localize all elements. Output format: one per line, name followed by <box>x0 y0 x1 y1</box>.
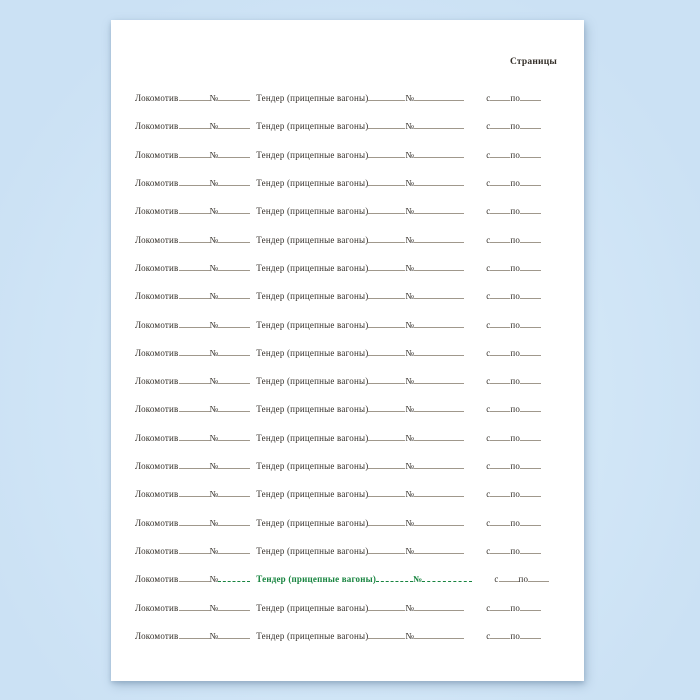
tender-number-sign: № <box>405 602 415 613</box>
to-page-blank <box>528 577 549 582</box>
locomotive-label: Локомотив <box>135 149 179 160</box>
tender-number-sign: № <box>405 630 415 641</box>
tender-number-sign: № <box>405 404 415 415</box>
document-page <box>111 20 584 681</box>
locomotive-name-blank <box>179 124 210 129</box>
tender-number-blank <box>414 351 464 356</box>
tender-label: Тендер (прицепные вагоны) <box>256 432 369 443</box>
tender-name-blank <box>368 181 405 186</box>
tender-label: Тендер (прицепные вагоны) <box>256 489 369 500</box>
locomotive-label: Локомотив <box>135 206 179 217</box>
from-page-blank <box>490 521 510 526</box>
locomotive-number-sign: № <box>209 602 219 613</box>
from-label: с <box>486 630 491 641</box>
tender-number-sign: № <box>405 461 415 472</box>
tender-number-blank <box>414 549 464 554</box>
from-label: с <box>494 574 499 585</box>
tender-number-blank <box>422 577 472 582</box>
locomotive-label: Локомотив <box>135 177 179 188</box>
locomotive-name-blank <box>179 209 210 214</box>
form-row <box>135 141 554 169</box>
locomotive-number-sign: № <box>209 206 219 217</box>
tender-name-blank <box>368 634 405 639</box>
locomotive-number-blank <box>218 577 250 582</box>
locomotive-number-sign: № <box>209 489 219 500</box>
from-page-blank <box>490 351 510 356</box>
form-row <box>135 169 554 197</box>
tender-label: Тендер (прицепные вагоны) <box>256 206 369 217</box>
tender-name-blank <box>368 294 405 299</box>
from-label: с <box>486 546 491 556</box>
form-row <box>135 537 554 565</box>
to-label: по <box>510 546 521 556</box>
to-label: по <box>510 149 521 160</box>
locomotive-number-blank <box>218 266 250 271</box>
tender-number-sign: № <box>405 149 415 160</box>
tender-name-blank <box>376 577 413 582</box>
tender-number-blank <box>414 238 464 243</box>
to-label: по <box>510 432 521 443</box>
form-row <box>135 424 554 452</box>
tender-label: Тендер (прицепные вагоны) <box>256 149 369 160</box>
from-page-blank <box>490 153 510 158</box>
locomotive-label: Локомотив <box>135 602 179 613</box>
tender-number-sign: № <box>413 574 423 585</box>
to-page-blank <box>520 521 541 526</box>
to-label: по <box>510 206 521 217</box>
locomotive-number-sign: № <box>209 574 219 585</box>
locomotive-label: Локомотив <box>135 291 179 302</box>
from-label: с <box>486 121 491 132</box>
to-label: по <box>518 574 529 585</box>
tender-number-blank <box>414 124 464 129</box>
from-page-blank <box>490 407 510 412</box>
form-row <box>135 226 554 254</box>
locomotive-name-blank <box>179 464 210 469</box>
from-label: с <box>486 206 491 217</box>
tender-name-blank <box>368 521 405 526</box>
locomotive-number-blank <box>218 153 250 158</box>
tender-name-blank <box>368 549 405 554</box>
locomotive-name-blank <box>179 96 210 101</box>
tender-number-sign: № <box>405 319 415 330</box>
locomotive-number-sign: № <box>209 149 219 160</box>
locomotive-number-blank <box>218 323 250 328</box>
locomotive-name-blank <box>179 521 210 526</box>
tender-name-blank <box>368 96 405 101</box>
locomotive-number-blank <box>218 634 250 639</box>
to-label: по <box>510 262 521 273</box>
tender-label: Тендер (прицепные вагоны) <box>256 376 369 387</box>
tender-name-blank <box>368 407 405 412</box>
locomotive-number-blank <box>218 351 250 356</box>
locomotive-name-blank <box>179 492 210 497</box>
locomotive-number-sign: № <box>209 432 219 443</box>
locomotive-name-blank <box>179 351 210 356</box>
locomotive-number-blank <box>218 379 250 384</box>
tender-name-blank <box>368 351 405 356</box>
locomotive-label: Локомотив <box>135 262 179 273</box>
tender-number-sign: № <box>405 489 415 500</box>
to-label: по <box>510 404 521 415</box>
to-page-blank <box>520 181 541 186</box>
locomotive-name-blank <box>179 238 210 243</box>
locomotive-name-blank <box>179 379 210 384</box>
tender-number-blank <box>414 464 464 469</box>
to-label: по <box>510 347 521 358</box>
from-label: с <box>486 149 491 160</box>
locomotive-number-sign: № <box>209 234 219 245</box>
from-label: с <box>486 404 491 415</box>
tender-label: Тендер (прицепные вагоны) <box>256 234 369 245</box>
locomotive-name-blank <box>179 181 210 186</box>
from-page-blank <box>490 549 510 554</box>
tender-label: Тендер (прицепные вагоны) <box>256 319 369 330</box>
form-row <box>135 339 554 367</box>
to-label: по <box>510 291 521 302</box>
locomotive-label: Локомотив <box>135 461 179 472</box>
locomotive-number-blank <box>218 521 250 526</box>
form-row <box>135 480 554 508</box>
tender-number-blank <box>414 634 464 639</box>
locomotive-name-blank <box>179 606 210 611</box>
form-row <box>135 311 554 339</box>
tender-name-blank <box>368 238 405 243</box>
locomotive-number-sign: № <box>209 177 219 188</box>
to-page-blank <box>520 153 541 158</box>
locomotive-name-blank <box>179 294 210 299</box>
locomotive-name-blank <box>179 407 210 412</box>
locomotive-label: Локомотив <box>135 489 179 500</box>
form-rows <box>135 84 554 650</box>
locomotive-number-sign: № <box>209 262 219 273</box>
from-label: с <box>486 432 491 443</box>
locomotive-number-blank <box>218 492 250 497</box>
locomotive-number-blank <box>218 606 250 611</box>
locomotive-number-blank <box>218 124 250 129</box>
tender-label: Тендер (прицепные вагоны) <box>256 347 369 358</box>
locomotive-label: Локомотив <box>135 432 179 443</box>
tender-label: Тендер (прицепные вагоны) <box>256 121 369 132</box>
tender-number-blank <box>414 96 464 101</box>
from-label: с <box>486 262 491 273</box>
tender-name-blank <box>368 492 405 497</box>
tender-number-sign: № <box>405 376 415 387</box>
to-label: по <box>510 177 521 188</box>
locomotive-label: Локомотив <box>135 404 179 415</box>
locomotive-number-sign: № <box>209 93 219 103</box>
from-page-blank <box>490 606 510 611</box>
from-label: с <box>486 602 491 613</box>
form-row <box>135 395 554 423</box>
tender-number-sign: № <box>405 93 415 103</box>
to-page-blank <box>520 436 541 441</box>
tender-name-blank <box>368 209 405 214</box>
to-label: по <box>510 602 521 613</box>
locomotive-number-sign: № <box>209 347 219 358</box>
tender-label: Тендер (прицепные вагоны) <box>256 291 369 302</box>
locomotive-name-blank <box>179 549 210 554</box>
pages-header: Страницы <box>510 57 557 67</box>
tender-number-blank <box>414 379 464 384</box>
to-label: по <box>510 630 521 641</box>
locomotive-number-blank <box>218 96 250 101</box>
from-label: с <box>486 489 491 500</box>
locomotive-number-blank <box>218 181 250 186</box>
from-page-blank <box>490 492 510 497</box>
to-page-blank <box>520 238 541 243</box>
to-label: по <box>510 319 521 330</box>
form-row <box>135 565 554 593</box>
to-label: по <box>510 234 521 245</box>
from-label: с <box>486 234 491 245</box>
to-page-blank <box>520 492 541 497</box>
locomotive-number-blank <box>218 238 250 243</box>
to-page-blank <box>520 606 541 611</box>
to-page-blank <box>520 96 541 101</box>
to-label: по <box>510 517 521 528</box>
from-page-blank <box>490 294 510 299</box>
locomotive-number-sign: № <box>209 546 219 556</box>
from-label: с <box>486 291 491 302</box>
tender-name-blank <box>368 323 405 328</box>
from-page-blank <box>490 124 510 129</box>
tender-number-blank <box>414 492 464 497</box>
from-page-blank <box>490 323 510 328</box>
to-label: по <box>510 461 521 472</box>
tender-number-blank <box>414 323 464 328</box>
tender-number-blank <box>414 436 464 441</box>
tender-name-blank <box>368 464 405 469</box>
locomotive-number-blank <box>218 436 250 441</box>
locomotive-name-blank <box>179 634 210 639</box>
to-label: по <box>510 121 521 132</box>
tender-number-blank <box>414 294 464 299</box>
form-row <box>135 622 554 650</box>
tender-label: Тендер (прицепные вагоны) <box>256 630 369 641</box>
tender-number-sign: № <box>405 177 415 188</box>
locomotive-label: Локомотив <box>135 234 179 245</box>
locomotive-label: Локомотив <box>135 546 179 556</box>
to-page-blank <box>520 351 541 356</box>
to-label: по <box>510 93 521 103</box>
locomotive-name-blank <box>179 323 210 328</box>
tender-label: Тендер (прицепные вагоны) <box>256 517 369 528</box>
locomotive-number-blank <box>218 464 250 469</box>
to-label: по <box>510 489 521 500</box>
tender-number-blank <box>414 153 464 158</box>
tender-number-blank <box>414 266 464 271</box>
locomotive-label: Локомотив <box>135 517 179 528</box>
locomotive-number-sign: № <box>209 630 219 641</box>
locomotive-name-blank <box>179 266 210 271</box>
form-row <box>135 594 554 622</box>
locomotive-name-blank <box>179 153 210 158</box>
from-label: с <box>486 319 491 330</box>
tender-number-sign: № <box>405 517 415 528</box>
from-page-blank <box>490 96 510 101</box>
tender-label: Тендер (прицепные вагоны) <box>256 93 369 103</box>
locomotive-label: Локомотив <box>135 121 179 132</box>
tender-label: Тендер (прицепные вагоны) <box>256 404 369 415</box>
locomotive-number-sign: № <box>209 517 219 528</box>
from-label: с <box>486 461 491 472</box>
from-label: с <box>486 177 491 188</box>
to-page-blank <box>520 634 541 639</box>
tender-number-sign: № <box>405 291 415 302</box>
tender-name-blank <box>368 266 405 271</box>
tender-number-blank <box>414 521 464 526</box>
to-page-blank <box>520 266 541 271</box>
tender-label: Тендер (прицепные вагоны) <box>256 177 369 188</box>
from-page-blank <box>490 464 510 469</box>
locomotive-label: Локомотив <box>135 574 179 585</box>
locomotive-number-sign: № <box>209 291 219 302</box>
locomotive-number-sign: № <box>209 376 219 387</box>
locomotive-label: Локомотив <box>135 376 179 387</box>
locomotive-name-blank <box>179 577 210 582</box>
from-page-blank <box>490 209 510 214</box>
tender-name-blank <box>368 124 405 129</box>
to-label: по <box>510 376 521 387</box>
form-row <box>135 367 554 395</box>
form-row <box>135 84 554 112</box>
to-page-blank <box>520 124 541 129</box>
form-row <box>135 452 554 480</box>
from-page-blank <box>490 379 510 384</box>
locomotive-label: Локомотив <box>135 347 179 358</box>
tender-number-sign: № <box>405 234 415 245</box>
tender-name-blank <box>368 436 405 441</box>
locomotive-number-sign: № <box>209 319 219 330</box>
tender-name-blank <box>368 379 405 384</box>
to-page-blank <box>520 549 541 554</box>
from-page-blank <box>490 266 510 271</box>
from-page-blank <box>490 238 510 243</box>
tender-number-blank <box>414 606 464 611</box>
tender-name-blank <box>368 153 405 158</box>
form-row <box>135 254 554 282</box>
tender-label: Тендер (прицепные вагоны) <box>256 546 369 556</box>
from-label: с <box>486 347 491 358</box>
from-page-blank <box>499 577 519 582</box>
tender-number-blank <box>414 407 464 412</box>
tender-label: Тендер (прицепные вагоны) <box>256 602 369 613</box>
locomotive-name-blank <box>179 436 210 441</box>
to-page-blank <box>520 323 541 328</box>
locomotive-number-sign: № <box>209 461 219 472</box>
locomotive-number-blank <box>218 209 250 214</box>
locomotive-number-sign: № <box>209 121 219 132</box>
locomotive-label: Локомотив <box>135 93 179 103</box>
from-page-blank <box>490 181 510 186</box>
tender-number-sign: № <box>405 347 415 358</box>
tender-number-sign: № <box>405 121 415 132</box>
to-page-blank <box>520 464 541 469</box>
locomotive-number-sign: № <box>209 404 219 415</box>
from-label: с <box>486 376 491 387</box>
from-label: с <box>486 517 491 528</box>
tender-name-blank <box>368 606 405 611</box>
tender-label: Тендер (прицепные вагоны) <box>256 574 377 585</box>
locomotive-label: Локомотив <box>135 319 179 330</box>
to-page-blank <box>520 379 541 384</box>
to-page-blank <box>520 209 541 214</box>
tender-number-sign: № <box>405 262 415 273</box>
to-page-blank <box>520 407 541 412</box>
from-page-blank <box>490 436 510 441</box>
to-page-blank <box>520 294 541 299</box>
locomotive-number-blank <box>218 407 250 412</box>
form-row <box>135 197 554 225</box>
from-page-blank <box>490 634 510 639</box>
locomotive-label: Локомотив <box>135 630 179 641</box>
locomotive-number-blank <box>218 549 250 554</box>
tender-number-blank <box>414 209 464 214</box>
form-row <box>135 282 554 310</box>
tender-label: Тендер (прицепные вагоны) <box>256 262 369 273</box>
tender-number-sign: № <box>405 432 415 443</box>
tender-number-sign: № <box>405 206 415 217</box>
tender-number-sign: № <box>405 546 415 556</box>
tender-label: Тендер (прицепные вагоны) <box>256 461 369 472</box>
from-label: с <box>486 93 491 103</box>
form-row <box>135 112 554 140</box>
locomotive-number-blank <box>218 294 250 299</box>
form-row <box>135 509 554 537</box>
tender-number-blank <box>414 181 464 186</box>
